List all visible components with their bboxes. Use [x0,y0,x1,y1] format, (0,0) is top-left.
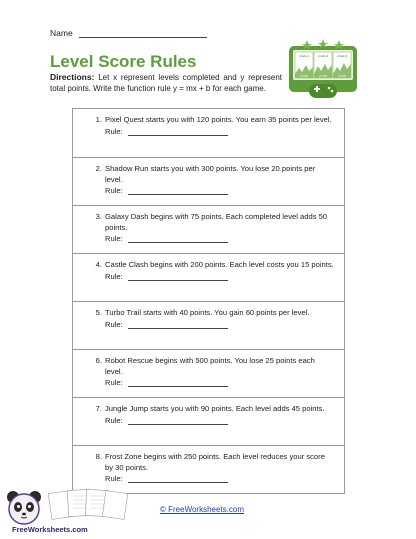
rule-field [105,474,228,483]
problems-table [72,108,345,494]
problem-number: 5. [95,308,102,317]
rule-field [105,378,228,387]
rule-label: Rule: [105,378,123,387]
screen-label: y=200 [337,74,347,78]
problem-text: Robot Rescue begins with 500 points. You lose 25 points each level. [105,356,315,376]
rule-label: Rule: [105,474,123,483]
problem-row [73,157,344,205]
rule-label: Rule: [105,234,123,243]
rule-answer-line[interactable] [128,186,228,195]
rule-field [105,272,228,281]
rule-field [105,234,228,243]
screen-label: x=lvls 2 [317,54,329,58]
rule-answer-line[interactable] [128,378,228,387]
rule-label: Rule: [105,272,123,281]
problem-number: 1. [95,115,102,124]
problem-text: Castle Clash begins with 200 points. Each level costs you 15 points. [105,260,334,269]
directions-label: Directions: [50,72,95,82]
page-title: Level Score Rules [50,52,197,71]
problem-row [73,301,344,349]
screen-label: x=lvls 1 [298,54,310,58]
rule-field [105,186,228,195]
problem-text: Pixel Quest starts you with 120 points. You earn 35 points per level. [105,115,332,124]
copyright-link[interactable]: © FreeWorksheets.com [160,505,244,514]
directions [50,72,282,94]
rule-answer-line[interactable] [128,234,228,243]
rule-field [105,127,228,136]
problem-number: 3. [95,212,102,221]
rule-answer-line[interactable] [128,127,228,136]
brand-name: FreeWorksheets.com [12,525,88,534]
screen-label: y=150 [318,74,328,78]
panda-logo-icon [4,488,44,528]
problem-text: Frost Zone begins with 250 points. Each level reduces your score by 30 points. [105,452,325,472]
problem-number: 8. [95,452,102,461]
screen-label: x=lvls 3 [336,54,348,58]
problem-row [73,349,344,397]
name-field [50,28,207,38]
problem-row [73,109,344,157]
name-label: Name [50,28,73,38]
problem-row [73,397,344,445]
problem-text: Shadow Run starts you with 300 points. You lose 20 points per level. [105,164,316,184]
problem-text: Turbo Trail starts with 40 points. You gain 60 points per level. [105,308,310,317]
directions-text: Let x represent levels completed and y represent total points. Write the function rule y = mx + b for each game. [50,73,282,93]
rule-answer-line[interactable] [128,474,228,483]
problem-text: Jungle Jump starts you with 90 points. Each level adds 45 points. [105,404,325,413]
problem-number: 2. [95,164,102,173]
name-input-line[interactable] [79,28,207,38]
problem-row [73,253,344,301]
rule-field [105,320,228,329]
problem-number: 6. [95,356,102,365]
rule-answer-line[interactable] [128,272,228,281]
rule-label: Rule: [105,320,123,329]
rule-label: Rule: [105,416,123,425]
rule-label: Rule: [105,127,123,136]
screen-label: y=100 [299,74,309,78]
problem-row [73,205,344,253]
problem-number: 7. [95,404,102,413]
rule-field [105,416,228,425]
problem-number: 4. [95,260,102,269]
game-console-icon [283,38,363,102]
worksheet-stack-icon [46,486,142,520]
rule-label: Rule: [105,186,123,195]
rule-answer-line[interactable] [128,320,228,329]
rule-answer-line[interactable] [128,416,228,425]
problem-text: Galaxy Dash begins with 75 points. Each completed level adds 50 points. [105,212,328,232]
